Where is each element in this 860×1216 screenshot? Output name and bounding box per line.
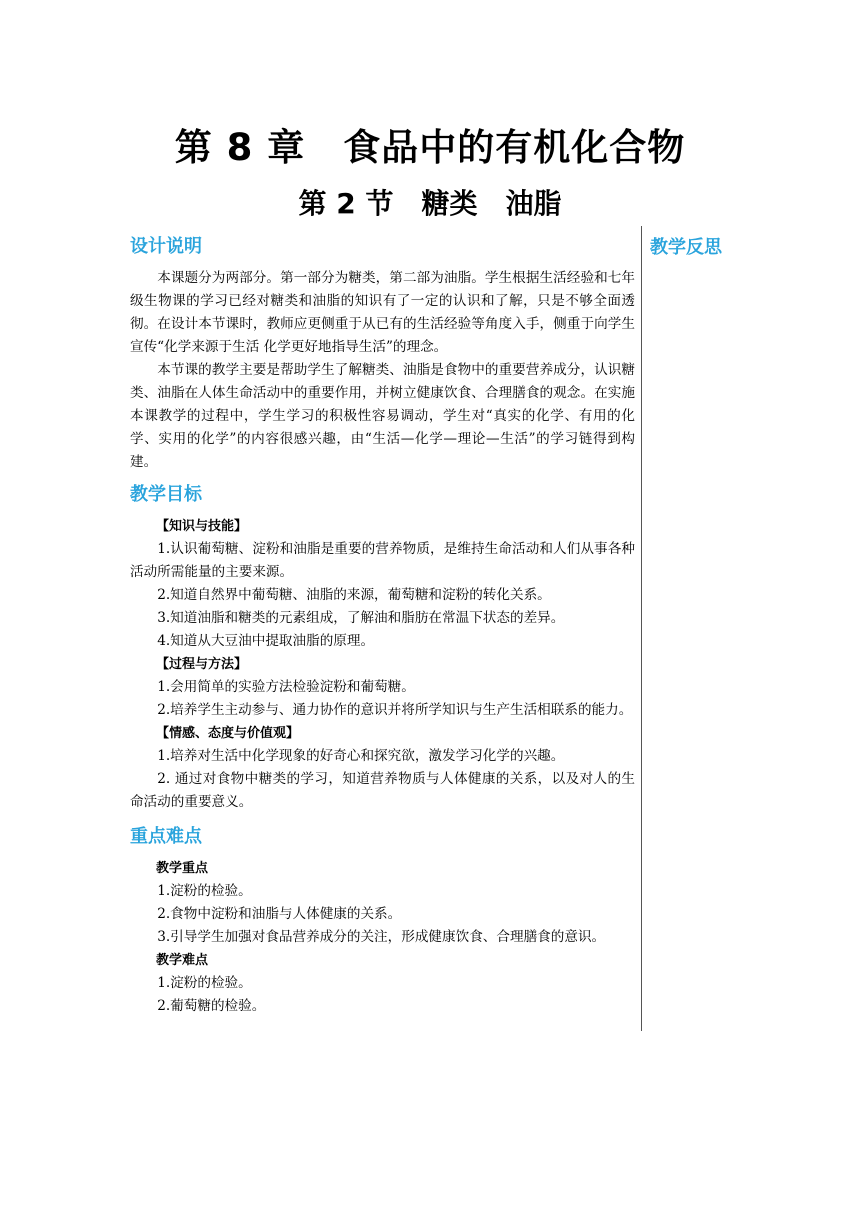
focus-label: 教学重点 bbox=[156, 861, 209, 876]
emotion-item-1: 1.培养对生活中化学现象的好奇心和探究欲，激发学习化学的兴趣。 bbox=[157, 748, 565, 764]
section-title: 第 2 节 糖类 油脂 bbox=[298, 187, 562, 220]
chapter-title: 第 8 章 食品中的有机化合物 bbox=[174, 126, 686, 169]
difficulty-item-1: 1.淀粉的检验。 bbox=[157, 975, 252, 991]
process-item-2: 2.培养学生主动参与、通力协作的意识并将所学知识与生产生活相联系的能力。 bbox=[157, 702, 633, 718]
difficulty-item-2: 2.葡萄糖的检验。 bbox=[157, 998, 266, 1014]
knowledge-item-2: 2.知道自然界中葡萄糖、油脂的来源，葡萄糖和淀粉的转化关系。 bbox=[157, 587, 551, 603]
difficulty-label: 教学难点 bbox=[156, 953, 209, 968]
reflection-heading: 教学反思 bbox=[650, 237, 722, 258]
knowledge-item-4: 4.知道从大豆油中提取油脂的原理。 bbox=[157, 633, 375, 649]
knowledge-item-1: 1.认识葡萄糖、淀粉和油脂是重要的营养物质，是维持生命活动和人们从事各种活动所需能量的主要来源。 bbox=[130, 541, 635, 580]
process-label: 【过程与方法】 bbox=[156, 657, 248, 672]
main-column bbox=[130, 234, 635, 1018]
objectives-heading: 教学目标 bbox=[130, 484, 202, 505]
focus-item-2: 2.食物中淀粉和油脂与人体健康的关系。 bbox=[157, 906, 402, 922]
design-paragraph-2: 本节课的教学主要是帮助学生了解糖类、油脂是食物中的重要营养成分，认识糖类、油脂在人体生命活动中的重要作用，并树立健康饮食、合理膳食的观念。在实施本课教学的过程中，学生学习的积极性容易调动，学生对“真实的化学、有用的化学、实用的化学”的内容很感兴趣，由“生活—化学—理论—生活”的学习链得到构建。 bbox=[130, 362, 635, 470]
design-heading: 设计说明 bbox=[130, 236, 202, 257]
design-paragraph-1: 本课题分为两部分。第一部分为糖类，第二部为油脂。学生根据生活经验和七年级生物课的学习已经对糖类和油脂的知识有了一定的认识和了解，只是不够全面透彻。在设计本节课时，教师应更侧重于从已有的生活经验等角度入手，侧重于向学生宣传“化学来源于生活 化学更好地指导生活”的理念。 bbox=[130, 270, 635, 355]
process-item-1: 1.会用简单的实验方法检验淀粉和葡萄糖。 bbox=[157, 679, 415, 695]
focus-item-1: 1.淀粉的检验。 bbox=[157, 883, 252, 899]
key-points-heading: 重点难点 bbox=[130, 826, 202, 847]
knowledge-label: 【知识与技能】 bbox=[156, 519, 248, 534]
knowledge-item-3: 3.知道油脂和糖类的元素组成，了解油和脂肪在常温下状态的差异。 bbox=[157, 610, 565, 626]
column-divider bbox=[641, 226, 642, 1031]
focus-item-3: 3.引导学生加强对食品营养成分的关注，形成健康饮食、合理膳食的意识。 bbox=[157, 929, 606, 945]
emotion-label: 【情感、态度与价值观】 bbox=[156, 726, 300, 741]
emotion-item-2: 2. 通过对食物中糖类的学习，知道营养物质与人体健康的关系，以及对人的生命活动的重要意义。 bbox=[130, 771, 635, 810]
